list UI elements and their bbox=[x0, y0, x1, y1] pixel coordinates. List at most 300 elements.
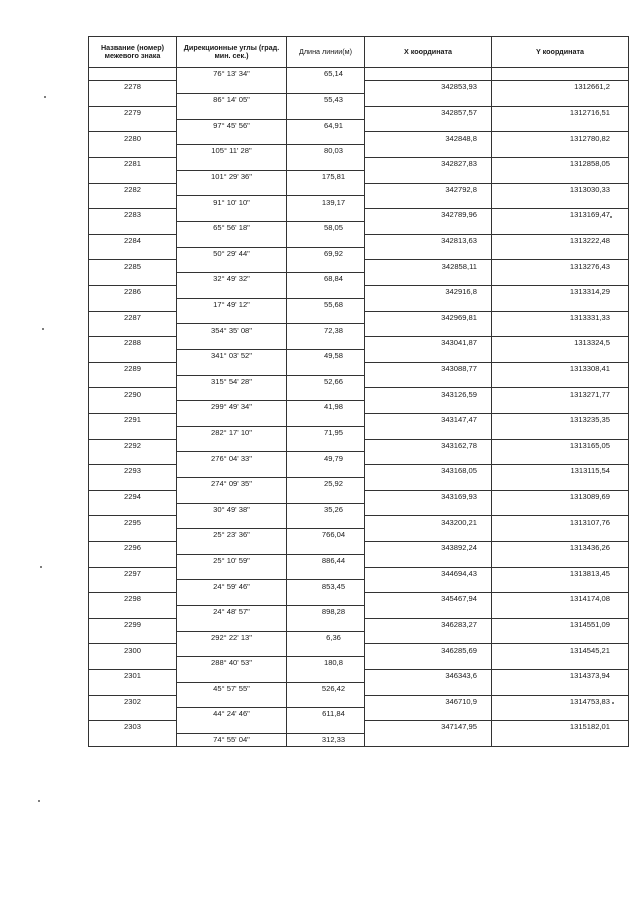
direction-angle: 354° 35' 08" bbox=[177, 324, 287, 337]
point-row bbox=[89, 388, 629, 401]
segment-row bbox=[89, 503, 629, 516]
point-name: 2283 bbox=[89, 209, 177, 222]
empty-cell bbox=[177, 567, 287, 580]
empty-cell bbox=[287, 362, 365, 375]
x-coordinate: 342969,81 bbox=[365, 311, 492, 324]
empty-cell bbox=[287, 695, 365, 708]
line-length: 49,58 bbox=[287, 350, 365, 363]
empty-cell bbox=[287, 132, 365, 145]
point-row bbox=[89, 158, 629, 171]
line-length: 6,36 bbox=[287, 631, 365, 644]
empty-cell bbox=[177, 158, 287, 171]
empty-cell bbox=[365, 350, 492, 363]
empty-cell bbox=[287, 209, 365, 222]
empty-cell bbox=[492, 529, 629, 542]
direction-angle: 288° 40' 53" bbox=[177, 657, 287, 670]
empty-cell bbox=[287, 721, 365, 734]
line-length: 853,45 bbox=[287, 580, 365, 593]
y-coordinate: 1315182,01 bbox=[492, 721, 629, 734]
empty-cell bbox=[177, 490, 287, 503]
empty-cell bbox=[492, 119, 629, 132]
empty-cell bbox=[365, 68, 492, 81]
empty-cell bbox=[89, 554, 177, 567]
empty-cell bbox=[365, 657, 492, 670]
line-length: 180,8 bbox=[287, 657, 365, 670]
empty-cell bbox=[365, 580, 492, 593]
empty-cell bbox=[177, 311, 287, 324]
empty-cell bbox=[365, 375, 492, 388]
empty-cell bbox=[492, 452, 629, 465]
scan-speck bbox=[38, 800, 40, 802]
empty-cell bbox=[89, 119, 177, 132]
direction-angle: 105° 11' 28" bbox=[177, 145, 287, 158]
direction-angle: 292° 22' 13" bbox=[177, 631, 287, 644]
segment-row bbox=[89, 631, 629, 644]
empty-cell bbox=[492, 94, 629, 107]
empty-cell bbox=[177, 644, 287, 657]
y-coordinate: 1313235,35 bbox=[492, 414, 629, 427]
empty-cell bbox=[287, 567, 365, 580]
segment-row bbox=[89, 401, 629, 414]
x-coordinate: 345467,94 bbox=[365, 593, 492, 606]
empty-cell bbox=[89, 375, 177, 388]
line-length: 175,81 bbox=[287, 170, 365, 183]
empty-cell bbox=[492, 222, 629, 235]
segment-row bbox=[89, 170, 629, 183]
point-row bbox=[89, 541, 629, 554]
empty-cell bbox=[365, 273, 492, 286]
line-length: 69,92 bbox=[287, 247, 365, 260]
direction-angle: 30° 49' 38" bbox=[177, 503, 287, 516]
y-coordinate: 1313030,33 bbox=[492, 183, 629, 196]
y-coordinate: 1314753,83 bbox=[492, 695, 629, 708]
line-length: 71,95 bbox=[287, 426, 365, 439]
empty-cell bbox=[492, 554, 629, 567]
y-coordinate: 1314373,94 bbox=[492, 669, 629, 682]
table-body bbox=[89, 68, 629, 747]
direction-angle: 32° 49' 32" bbox=[177, 273, 287, 286]
point-row bbox=[89, 209, 629, 222]
segment-row bbox=[89, 145, 629, 158]
point-row bbox=[89, 183, 629, 196]
x-coordinate: 343126,59 bbox=[365, 388, 492, 401]
point-name: 2303 bbox=[89, 721, 177, 734]
empty-cell bbox=[492, 196, 629, 209]
point-name: 2286 bbox=[89, 286, 177, 299]
empty-cell bbox=[89, 68, 177, 81]
segment-row bbox=[89, 478, 629, 491]
direction-angle: 76° 13' 34" bbox=[177, 68, 287, 81]
empty-cell bbox=[492, 478, 629, 491]
segment-row bbox=[89, 94, 629, 107]
empty-cell bbox=[287, 516, 365, 529]
empty-cell bbox=[177, 593, 287, 606]
header-x: X координата bbox=[365, 37, 492, 68]
x-coordinate: 343041,87 bbox=[365, 337, 492, 350]
y-coordinate: 1312858,05 bbox=[492, 158, 629, 171]
x-coordinate: 347147,95 bbox=[365, 721, 492, 734]
direction-angle: 45° 57' 55" bbox=[177, 682, 287, 695]
empty-cell bbox=[492, 682, 629, 695]
point-name: 2292 bbox=[89, 439, 177, 452]
point-name: 2295 bbox=[89, 516, 177, 529]
direction-angle: 65° 56' 18" bbox=[177, 222, 287, 235]
x-coordinate: 343892,24 bbox=[365, 541, 492, 554]
empty-cell bbox=[287, 286, 365, 299]
empty-cell bbox=[89, 350, 177, 363]
point-row bbox=[89, 337, 629, 350]
y-coordinate: 1312716,51 bbox=[492, 106, 629, 119]
x-coordinate: 343162,78 bbox=[365, 439, 492, 452]
empty-cell bbox=[287, 439, 365, 452]
direction-angle: 97° 45' 56" bbox=[177, 119, 287, 132]
x-coordinate: 344694,43 bbox=[365, 567, 492, 580]
direction-angle: 274° 09' 35" bbox=[177, 478, 287, 491]
empty-cell bbox=[177, 541, 287, 554]
y-coordinate: 1314174,08 bbox=[492, 593, 629, 606]
segment-row bbox=[89, 605, 629, 618]
empty-cell bbox=[177, 414, 287, 427]
point-row bbox=[89, 414, 629, 427]
empty-cell bbox=[89, 452, 177, 465]
point-row bbox=[89, 234, 629, 247]
point-name: 2301 bbox=[89, 669, 177, 682]
segment-row bbox=[89, 375, 629, 388]
direction-angle: 299° 49' 34" bbox=[177, 401, 287, 414]
empty-cell bbox=[177, 337, 287, 350]
point-row bbox=[89, 260, 629, 273]
x-coordinate: 342853,93 bbox=[365, 81, 492, 94]
line-length: 65,14 bbox=[287, 68, 365, 81]
empty-cell bbox=[492, 247, 629, 260]
empty-cell bbox=[89, 682, 177, 695]
line-length: 35,26 bbox=[287, 503, 365, 516]
empty-cell bbox=[177, 286, 287, 299]
scan-speck bbox=[42, 328, 44, 330]
point-row bbox=[89, 286, 629, 299]
point-name: 2298 bbox=[89, 593, 177, 606]
direction-angle: 341° 03' 52" bbox=[177, 350, 287, 363]
empty-cell bbox=[287, 234, 365, 247]
y-coordinate: 1313276,43 bbox=[492, 260, 629, 273]
line-length: 49,79 bbox=[287, 452, 365, 465]
empty-cell bbox=[89, 145, 177, 158]
header-name: Название (номер) межевого знака bbox=[89, 37, 177, 68]
y-coordinate: 1313222,48 bbox=[492, 234, 629, 247]
segment-row bbox=[89, 708, 629, 721]
empty-cell bbox=[177, 132, 287, 145]
empty-cell bbox=[177, 209, 287, 222]
empty-cell bbox=[177, 516, 287, 529]
point-name: 2294 bbox=[89, 490, 177, 503]
empty-cell bbox=[89, 605, 177, 618]
point-name: 2282 bbox=[89, 183, 177, 196]
x-coordinate: 342792,8 bbox=[365, 183, 492, 196]
empty-cell bbox=[492, 580, 629, 593]
point-name: 2287 bbox=[89, 311, 177, 324]
header-y: Y координата bbox=[492, 37, 629, 68]
empty-cell bbox=[492, 605, 629, 618]
point-name: 2299 bbox=[89, 618, 177, 631]
empty-cell bbox=[287, 465, 365, 478]
empty-cell bbox=[177, 618, 287, 631]
segment-row bbox=[89, 426, 629, 439]
empty-cell bbox=[365, 733, 492, 746]
direction-angle: 276° 04' 33" bbox=[177, 452, 287, 465]
empty-cell bbox=[492, 657, 629, 670]
empty-cell bbox=[365, 119, 492, 132]
point-row bbox=[89, 311, 629, 324]
point-name: 2285 bbox=[89, 260, 177, 273]
y-coordinate: 1313089,69 bbox=[492, 490, 629, 503]
point-row bbox=[89, 721, 629, 734]
x-coordinate: 346343,6 bbox=[365, 669, 492, 682]
empty-cell bbox=[492, 426, 629, 439]
y-coordinate: 1313331,33 bbox=[492, 311, 629, 324]
empty-cell bbox=[492, 68, 629, 81]
point-row bbox=[89, 618, 629, 631]
line-length: 312,33 bbox=[287, 733, 365, 746]
line-length: 64,91 bbox=[287, 119, 365, 132]
y-coordinate: 1312661,2 bbox=[492, 81, 629, 94]
line-length: 58,05 bbox=[287, 222, 365, 235]
empty-cell bbox=[89, 580, 177, 593]
empty-cell bbox=[177, 81, 287, 94]
scan-speck bbox=[612, 702, 614, 704]
header-angle: Дирекционные углы (град. мин. сек.) bbox=[177, 37, 287, 68]
y-coordinate: 1313308,41 bbox=[492, 362, 629, 375]
line-length: 886,44 bbox=[287, 554, 365, 567]
segment-row bbox=[89, 222, 629, 235]
empty-cell bbox=[177, 106, 287, 119]
empty-cell bbox=[287, 388, 365, 401]
empty-cell bbox=[492, 631, 629, 644]
segment-row bbox=[89, 682, 629, 695]
empty-cell bbox=[177, 721, 287, 734]
y-coordinate: 1313115,54 bbox=[492, 465, 629, 478]
empty-cell bbox=[492, 324, 629, 337]
empty-cell bbox=[365, 298, 492, 311]
point-row bbox=[89, 669, 629, 682]
empty-cell bbox=[287, 541, 365, 554]
direction-angle: 24° 48' 57" bbox=[177, 605, 287, 618]
empty-cell bbox=[177, 695, 287, 708]
x-coordinate: 342857,57 bbox=[365, 106, 492, 119]
line-length: 611,84 bbox=[287, 708, 365, 721]
point-name: 2288 bbox=[89, 337, 177, 350]
empty-cell bbox=[492, 708, 629, 721]
empty-cell bbox=[365, 452, 492, 465]
point-row bbox=[89, 81, 629, 94]
segment-row bbox=[89, 68, 629, 81]
line-length: 766,04 bbox=[287, 529, 365, 542]
empty-cell bbox=[287, 669, 365, 682]
point-row bbox=[89, 695, 629, 708]
y-coordinate: 1313169,47 bbox=[492, 209, 629, 222]
empty-cell bbox=[365, 222, 492, 235]
empty-cell bbox=[89, 401, 177, 414]
segment-row bbox=[89, 733, 629, 746]
empty-cell bbox=[492, 298, 629, 311]
direction-angle: 44° 24' 46" bbox=[177, 708, 287, 721]
empty-cell bbox=[89, 657, 177, 670]
empty-cell bbox=[365, 708, 492, 721]
empty-cell bbox=[89, 94, 177, 107]
empty-cell bbox=[365, 324, 492, 337]
empty-cell bbox=[365, 170, 492, 183]
empty-cell bbox=[365, 94, 492, 107]
point-name: 2302 bbox=[89, 695, 177, 708]
direction-angle: 282° 17' 10" bbox=[177, 426, 287, 439]
empty-cell bbox=[177, 260, 287, 273]
y-coordinate: 1312780,82 bbox=[492, 132, 629, 145]
empty-cell bbox=[177, 439, 287, 452]
segment-row bbox=[89, 452, 629, 465]
table-header-row bbox=[89, 37, 629, 68]
empty-cell bbox=[89, 426, 177, 439]
x-coordinate: 342827,83 bbox=[365, 158, 492, 171]
line-length: 80,03 bbox=[287, 145, 365, 158]
point-name: 2291 bbox=[89, 414, 177, 427]
segment-row bbox=[89, 273, 629, 286]
line-length: 526,42 bbox=[287, 682, 365, 695]
empty-cell bbox=[177, 234, 287, 247]
x-coordinate: 342848,8 bbox=[365, 132, 492, 145]
direction-angle: 25° 10' 59" bbox=[177, 554, 287, 567]
point-row bbox=[89, 490, 629, 503]
empty-cell bbox=[492, 401, 629, 414]
empty-cell bbox=[365, 478, 492, 491]
point-name: 2280 bbox=[89, 132, 177, 145]
line-length: 72,38 bbox=[287, 324, 365, 337]
empty-cell bbox=[365, 682, 492, 695]
empty-cell bbox=[287, 337, 365, 350]
empty-cell bbox=[287, 618, 365, 631]
point-name: 2293 bbox=[89, 465, 177, 478]
line-length: 55,68 bbox=[287, 298, 365, 311]
empty-cell bbox=[365, 529, 492, 542]
x-coordinate: 343200,21 bbox=[365, 516, 492, 529]
y-coordinate: 1313314,29 bbox=[492, 286, 629, 299]
line-length: 139,17 bbox=[287, 196, 365, 209]
segment-row bbox=[89, 529, 629, 542]
empty-cell bbox=[287, 158, 365, 171]
direction-angle: 91° 10' 10" bbox=[177, 196, 287, 209]
point-row bbox=[89, 516, 629, 529]
empty-cell bbox=[365, 401, 492, 414]
point-row bbox=[89, 439, 629, 452]
empty-cell bbox=[492, 375, 629, 388]
x-coordinate: 346283,27 bbox=[365, 618, 492, 631]
empty-cell bbox=[365, 631, 492, 644]
point-name: 2300 bbox=[89, 644, 177, 657]
empty-cell bbox=[365, 554, 492, 567]
segment-row bbox=[89, 247, 629, 260]
empty-cell bbox=[89, 503, 177, 516]
point-name: 2296 bbox=[89, 541, 177, 554]
y-coordinate: 1314545,21 bbox=[492, 644, 629, 657]
direction-angle: 315° 54' 28" bbox=[177, 375, 287, 388]
y-coordinate: 1313324,5 bbox=[492, 337, 629, 350]
y-coordinate: 1314551,09 bbox=[492, 618, 629, 631]
empty-cell bbox=[492, 273, 629, 286]
empty-cell bbox=[89, 733, 177, 746]
point-row bbox=[89, 106, 629, 119]
x-coordinate: 343088,77 bbox=[365, 362, 492, 375]
empty-cell bbox=[365, 426, 492, 439]
point-name: 2279 bbox=[89, 106, 177, 119]
empty-cell bbox=[492, 503, 629, 516]
line-length: 55,43 bbox=[287, 94, 365, 107]
point-name: 2290 bbox=[89, 388, 177, 401]
x-coordinate: 343168,05 bbox=[365, 465, 492, 478]
empty-cell bbox=[365, 503, 492, 516]
empty-cell bbox=[89, 478, 177, 491]
empty-cell bbox=[365, 145, 492, 158]
empty-cell bbox=[177, 183, 287, 196]
empty-cell bbox=[287, 81, 365, 94]
empty-cell bbox=[89, 298, 177, 311]
point-name: 2281 bbox=[89, 158, 177, 171]
y-coordinate: 1313436,26 bbox=[492, 541, 629, 554]
x-coordinate: 342858,11 bbox=[365, 260, 492, 273]
point-name: 2278 bbox=[89, 81, 177, 94]
empty-cell bbox=[89, 222, 177, 235]
line-length: 68,84 bbox=[287, 273, 365, 286]
scan-speck bbox=[610, 216, 612, 218]
y-coordinate: 1313813,45 bbox=[492, 567, 629, 580]
header-length: Длина линии(м) bbox=[287, 37, 365, 68]
empty-cell bbox=[89, 631, 177, 644]
y-coordinate: 1313107,76 bbox=[492, 516, 629, 529]
line-length: 25,92 bbox=[287, 478, 365, 491]
empty-cell bbox=[287, 490, 365, 503]
x-coordinate: 343169,93 bbox=[365, 490, 492, 503]
empty-cell bbox=[177, 669, 287, 682]
x-coordinate: 342916,8 bbox=[365, 286, 492, 299]
y-coordinate: 1313271,77 bbox=[492, 388, 629, 401]
x-coordinate: 343147,47 bbox=[365, 414, 492, 427]
empty-cell bbox=[89, 324, 177, 337]
empty-cell bbox=[365, 247, 492, 260]
empty-cell bbox=[89, 170, 177, 183]
x-coordinate: 346285,69 bbox=[365, 644, 492, 657]
x-coordinate: 342789,96 bbox=[365, 209, 492, 222]
empty-cell bbox=[287, 644, 365, 657]
scan-speck bbox=[40, 566, 42, 568]
point-row bbox=[89, 362, 629, 375]
point-row bbox=[89, 132, 629, 145]
line-length: 52,66 bbox=[287, 375, 365, 388]
empty-cell bbox=[287, 593, 365, 606]
direction-angle: 86° 14' 05" bbox=[177, 94, 287, 107]
empty-cell bbox=[89, 529, 177, 542]
empty-cell bbox=[492, 350, 629, 363]
empty-cell bbox=[287, 260, 365, 273]
segment-row bbox=[89, 119, 629, 132]
point-row bbox=[89, 465, 629, 478]
empty-cell bbox=[89, 196, 177, 209]
empty-cell bbox=[89, 708, 177, 721]
empty-cell bbox=[365, 196, 492, 209]
segment-row bbox=[89, 657, 629, 670]
empty-cell bbox=[287, 183, 365, 196]
empty-cell bbox=[492, 145, 629, 158]
segment-row bbox=[89, 350, 629, 363]
empty-cell bbox=[287, 311, 365, 324]
empty-cell bbox=[365, 605, 492, 618]
segment-row bbox=[89, 580, 629, 593]
